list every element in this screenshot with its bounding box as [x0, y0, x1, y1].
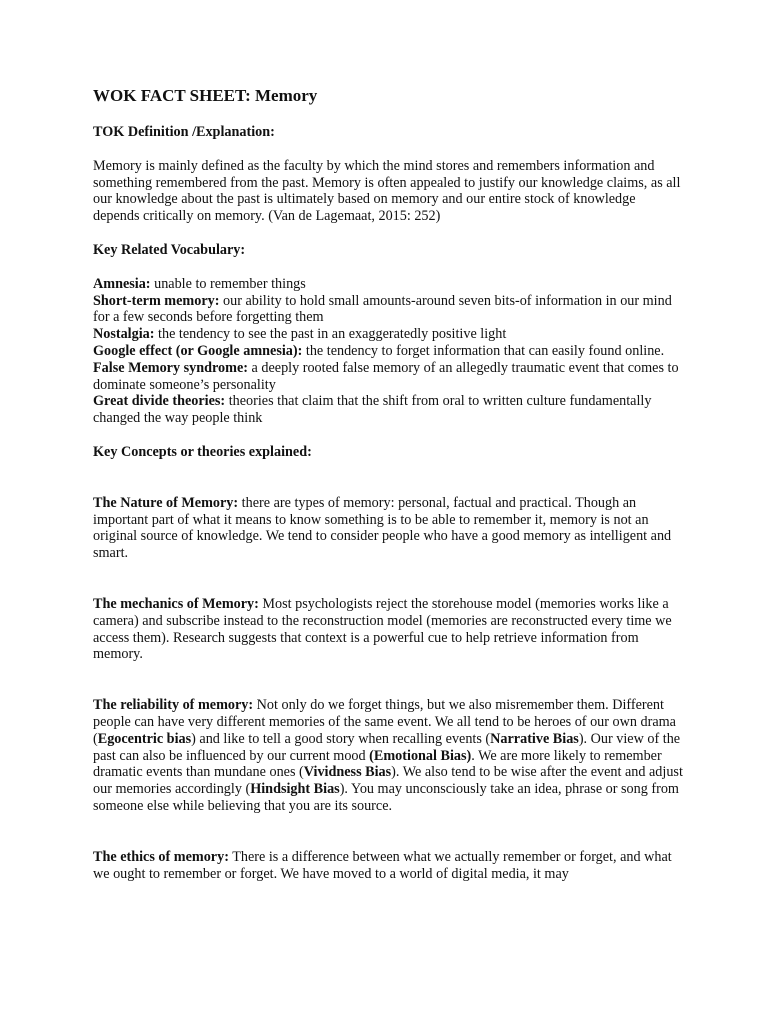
vocab-term: Great divide theories: [93, 393, 226, 410]
document-title: WOK FACT SHEET: Memory [93, 86, 318, 105]
vocab-definition: theories that claim that the shift from oral to written culture fundamentally changed the way people think [93, 393, 652, 427]
vocab-term: Amnesia: [93, 275, 151, 292]
bias-egocentric: Egocentric bias [97, 730, 192, 747]
concept-reliability-of-memory [93, 697, 683, 815]
vocab-definition: the tendency to forget information that can easily found online. [302, 342, 665, 359]
bias-narrative: Narrative Bias [490, 730, 579, 747]
vocab-definition: unable to remember things [150, 275, 306, 292]
vocab-term: Google effect (or Google amnesia): [93, 342, 303, 359]
vocab-definition: our ability to hold small amounts-around seven bits-of information in our mind for a few seconds before forgetting them [93, 292, 672, 326]
definition-heading: TOK Definition /Explanation: [93, 124, 275, 140]
concept-text: Not only do we forget things, but we also misremember them. Different people can have very different memories of the same event. We all tend to be heroes of our own drama ( [93, 697, 676, 747]
concepts-heading: Key Concepts or theories explained: [93, 443, 312, 460]
document-page [93, 86, 683, 882]
concept-text: there are types of memory: personal, factual and practical. Though an important part of what it means to know something is to be able to remember it, memory is not an original source of knowledge. We tend to consider people who have a good memory as intelligent and smart. [93, 494, 672, 562]
vocab-item-great-divide-theories [93, 393, 683, 427]
concept-term: The Nature of Memory: [93, 494, 239, 511]
vocab-definition: the tendency to see the past in an exaggeratedly positive light [154, 326, 507, 343]
vocab-term: Short-term memory: [93, 292, 220, 309]
vocab-item-amnesia [93, 276, 683, 293]
concept-ethics-of-memory [93, 849, 683, 883]
vocab-term: False Memory syndrome: [93, 359, 248, 376]
vocab-item-nostalgia [93, 326, 683, 343]
concept-text: ). We also tend to be wise after the event and adjust our memories accordingly ( [93, 764, 683, 798]
concept-text: Most psychologists reject the storehouse model (memories works like a camera) and subscribe instead to the reconstruction model (memories are reconstructed every time we access them). Research suggests that context is a powerful cue to help retrieve information from memory. [93, 595, 672, 663]
concept-mechanics-of-memory [93, 596, 683, 663]
concept-text: . We are more likely to remember dramatic events than mundane ones ( [93, 747, 662, 781]
vocab-item-short-term-memory [93, 293, 683, 327]
bias-vividness: Vividness Bias [303, 764, 392, 781]
vocabulary-heading: Key Related Vocabulary: [93, 241, 246, 258]
vocab-term: Nostalgia: [93, 326, 155, 343]
bias-emotional: (Emotional Bias) [369, 747, 472, 764]
concept-nature-of-memory [93, 495, 683, 562]
definition-paragraph: Memory is mainly defined as the faculty by which the mind stores and remembers information and something remembered from the past. Memory is often appealed to justify our knowledge claims, as all our knowledge about the past is ultimately based on memory and our entire stock of knowledge depends critically on memory. (Van de Lagemaat, 2015: 252) [93, 157, 681, 225]
bias-hindsight: Hindsight Bias [250, 781, 340, 798]
concept-text: ). You may unconsciously take an idea, phrase or song from someone else while believing that you are its source. [93, 781, 679, 814]
concept-term: The reliability of memory: [93, 697, 254, 714]
concept-text: ) and like to tell a good story when recalling events ( [191, 730, 491, 747]
vocabulary-list [93, 276, 683, 427]
concept-term: The mechanics of Memory: [93, 595, 259, 612]
concept-term: The ethics of memory: [93, 848, 229, 865]
concept-text: There is a difference between what we actually remember or forget, and what we ought to remember or forget. We have moved to a world of digital media, it may [93, 848, 672, 882]
vocab-item-false-memory-syndrome [93, 360, 683, 394]
vocab-definition: a deeply rooted false memory of an allegedly traumatic event that comes to dominate someone’s personality [93, 359, 679, 393]
vocab-item-google-effect [93, 343, 683, 360]
concept-text: ). Our view of the past can also be influenced by our current mood [93, 730, 681, 764]
